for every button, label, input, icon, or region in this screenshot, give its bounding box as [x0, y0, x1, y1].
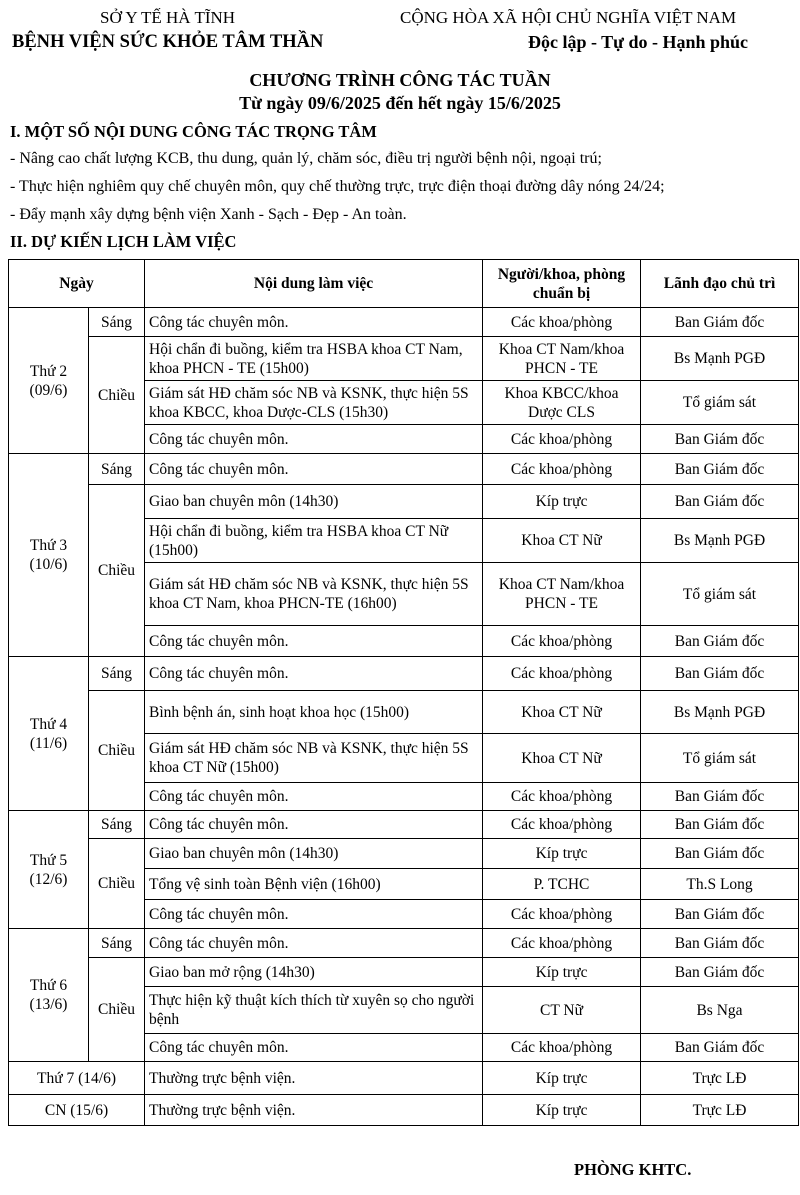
- table-row: [9, 308, 799, 337]
- task-preparer: Các khoa/phòng: [483, 454, 641, 485]
- issuer-department: SỞ Y TẾ HÀ TĨNH: [100, 8, 236, 27]
- table-row: [9, 958, 799, 987]
- task-preparer: Khoa CT Nam/khoa PHCN - TE: [483, 337, 641, 381]
- task-leader: Bs Mạnh PGĐ: [641, 691, 799, 734]
- table-row: [9, 839, 799, 869]
- task-leader: Ban Giám đốc: [641, 929, 799, 958]
- task-content: Công tác chuyên môn.: [145, 626, 483, 657]
- task-preparer: Kíp trực: [483, 485, 641, 519]
- task-content: Công tác chuyên môn.: [145, 900, 483, 929]
- table-row: [9, 811, 799, 839]
- task-preparer: CT Nữ: [483, 987, 641, 1034]
- task-leader: Trực LĐ: [641, 1095, 799, 1126]
- task-leader: Ban Giám đốc: [641, 657, 799, 691]
- session-morning: Sáng: [89, 657, 145, 691]
- table-row: [9, 1095, 799, 1126]
- task-content: Công tác chuyên môn.: [145, 1034, 483, 1062]
- table-row: [9, 1062, 799, 1095]
- task-leader: Th.S Long: [641, 869, 799, 900]
- task-content: Bình bệnh án, sinh hoạt khoa học (15h00): [145, 691, 483, 734]
- task-content: Công tác chuyên môn.: [145, 929, 483, 958]
- table-row: [9, 454, 799, 485]
- task-preparer: Các khoa/phòng: [483, 811, 641, 839]
- task-preparer: Các khoa/phòng: [483, 626, 641, 657]
- task-preparer: Khoa CT Nữ: [483, 519, 641, 563]
- task-preparer: Khoa KBCC/khoa Dược CLS: [483, 381, 641, 425]
- day-cell: Thứ 6 (13/6): [9, 929, 89, 1062]
- task-content: Thực hiện kỹ thuật kích thích từ xuyên sọ cho người bệnh: [145, 987, 483, 1034]
- task-content: Công tác chuyên môn.: [145, 454, 483, 485]
- task-content: Công tác chuyên môn.: [145, 657, 483, 691]
- task-preparer: Các khoa/phòng: [483, 308, 641, 337]
- task-preparer: Các khoa/phòng: [483, 1034, 641, 1062]
- task-leader: Tổ giám sát: [641, 734, 799, 783]
- task-leader: Ban Giám đốc: [641, 783, 799, 811]
- task-leader: Bs Mạnh PGĐ: [641, 337, 799, 381]
- task-content: Công tác chuyên môn.: [145, 425, 483, 454]
- task-preparer: Khoa CT Nữ: [483, 691, 641, 734]
- task-content: Thường trực bệnh viện.: [145, 1062, 483, 1095]
- session-morning: Sáng: [89, 454, 145, 485]
- task-leader: Trực LĐ: [641, 1062, 799, 1095]
- session-afternoon: Chiều: [89, 839, 145, 929]
- task-content: Công tác chuyên môn.: [145, 811, 483, 839]
- document-title: CHƯƠNG TRÌNH CÔNG TÁC TUẦN: [249, 70, 551, 90]
- task-preparer: Khoa CT Nam/khoa PHCN - TE: [483, 563, 641, 626]
- day-cell: Thứ 4 (11/6): [9, 657, 89, 811]
- document-subtitle: Từ ngày 09/6/2025 đến hết ngày 15/6/2025: [239, 93, 561, 113]
- task-content: Tổng vệ sinh toàn Bệnh viện (16h00): [145, 869, 483, 900]
- task-leader: Ban Giám đốc: [641, 626, 799, 657]
- task-content: Giám sát HĐ chăm sóc NB và KSNK, thực hiện 5S khoa CT Nữ (15h00): [145, 734, 483, 783]
- task-preparer: Các khoa/phòng: [483, 425, 641, 454]
- section1-item: - Nâng cao chất lượng KCB, thu dung, quản lý, chăm sóc, điều trị người bệnh nội, ngoại trú;: [10, 150, 602, 167]
- section1-item: - Thực hiện nghiêm quy chế chuyên môn, quy chế thường trực, trực điện thoại đường dây nóng 24/24;: [10, 178, 665, 195]
- session-morning: Sáng: [89, 929, 145, 958]
- task-leader: Bs Nga: [641, 987, 799, 1034]
- section1-item: - Đẩy mạnh xây dựng bệnh viện Xanh - Sạch - Đẹp - An toàn.: [10, 206, 407, 223]
- task-leader: Ban Giám đốc: [641, 839, 799, 869]
- task-leader: Ban Giám đốc: [641, 900, 799, 929]
- header-preparer: Người/khoa, phòng chuẩn bị: [483, 260, 641, 308]
- national-motto: Độc lập - Tự do - Hạnh phúc: [528, 32, 749, 52]
- task-preparer: Các khoa/phòng: [483, 900, 641, 929]
- table-row: [9, 929, 799, 958]
- table-header-row: [9, 260, 799, 308]
- header-content: Nội dung làm việc: [145, 260, 483, 308]
- task-leader: Tổ giám sát: [641, 563, 799, 626]
- task-content: Hội chẩn đi buồng, kiểm tra HSBA khoa CT Nữ (15h00): [145, 519, 483, 563]
- header-leader: Lãnh đạo chủ trì: [641, 260, 799, 308]
- session-morning: Sáng: [89, 811, 145, 839]
- section1-heading: I. MỘT SỐ NỘI DUNG CÔNG TÁC TRỌNG TÂM: [10, 122, 377, 141]
- day-cell: Thứ 2 (09/6): [9, 308, 89, 454]
- task-preparer: Kíp trực: [483, 1062, 641, 1095]
- day-cell: Thứ 5 (12/6): [9, 811, 89, 929]
- task-content: Giám sát HĐ chăm sóc NB và KSNK, thực hiện 5S khoa CT Nam, khoa PHCN-TE (16h00): [145, 563, 483, 626]
- session-morning: Sáng: [89, 308, 145, 337]
- task-leader: Tổ giám sát: [641, 381, 799, 425]
- footer-signature: PHÒNG KHTC.: [574, 1160, 692, 1179]
- day-cell: CN (15/6): [9, 1095, 145, 1126]
- task-preparer: Khoa CT Nữ: [483, 734, 641, 783]
- day-cell: Thứ 7 (14/6): [9, 1062, 145, 1095]
- day-cell: Thứ 3 (10/6): [9, 454, 89, 657]
- task-leader: Ban Giám đốc: [641, 485, 799, 519]
- task-preparer: Kíp trực: [483, 958, 641, 987]
- task-leader: Ban Giám đốc: [641, 425, 799, 454]
- table-row: [9, 691, 799, 734]
- national-title: CỘNG HÒA XÃ HỘI CHỦ NGHĨA VIỆT NAM: [400, 8, 737, 27]
- header-day: Ngày: [9, 260, 145, 308]
- task-content: Công tác chuyên môn.: [145, 308, 483, 337]
- task-preparer: Các khoa/phòng: [483, 929, 641, 958]
- task-leader: Ban Giám đốc: [641, 454, 799, 485]
- table-row: [9, 485, 799, 519]
- task-leader: Ban Giám đốc: [641, 811, 799, 839]
- task-leader: Ban Giám đốc: [641, 308, 799, 337]
- session-afternoon: Chiều: [89, 691, 145, 811]
- session-afternoon: Chiều: [89, 485, 145, 657]
- task-preparer: Các khoa/phòng: [483, 657, 641, 691]
- task-preparer: Kíp trực: [483, 1095, 641, 1126]
- issuer-hospital: BỆNH VIỆN SỨC KHỎE TÂM THẦN: [12, 32, 324, 52]
- task-leader: Bs Mạnh PGĐ: [641, 519, 799, 563]
- section2-heading: II. DỰ KIẾN LỊCH LÀM VIỆC: [10, 232, 237, 251]
- task-content: Công tác chuyên môn.: [145, 783, 483, 811]
- task-leader: Ban Giám đốc: [641, 958, 799, 987]
- task-leader: Ban Giám đốc: [641, 1034, 799, 1062]
- task-content: Giám sát HĐ chăm sóc NB và KSNK, thực hiện 5S khoa KBCC, khoa Dược-CLS (15h30): [145, 381, 483, 425]
- task-content: Giao ban chuyên môn (14h30): [145, 839, 483, 869]
- table-row: [9, 657, 799, 691]
- table-row: [9, 337, 799, 381]
- schedule-table: [8, 259, 799, 1126]
- task-content: Giao ban chuyên môn (14h30): [145, 485, 483, 519]
- task-preparer: Các khoa/phòng: [483, 783, 641, 811]
- task-preparer: Kíp trực: [483, 839, 641, 869]
- task-content: Giao ban mở rộng (14h30): [145, 958, 483, 987]
- task-preparer: P. TCHC: [483, 869, 641, 900]
- session-afternoon: Chiều: [89, 958, 145, 1062]
- task-content: Hội chẩn đi buồng, kiểm tra HSBA khoa CT Nam, khoa PHCN - TE (15h00): [145, 337, 483, 381]
- task-content: Thường trực bệnh viện.: [145, 1095, 483, 1126]
- session-afternoon: Chiều: [89, 337, 145, 454]
